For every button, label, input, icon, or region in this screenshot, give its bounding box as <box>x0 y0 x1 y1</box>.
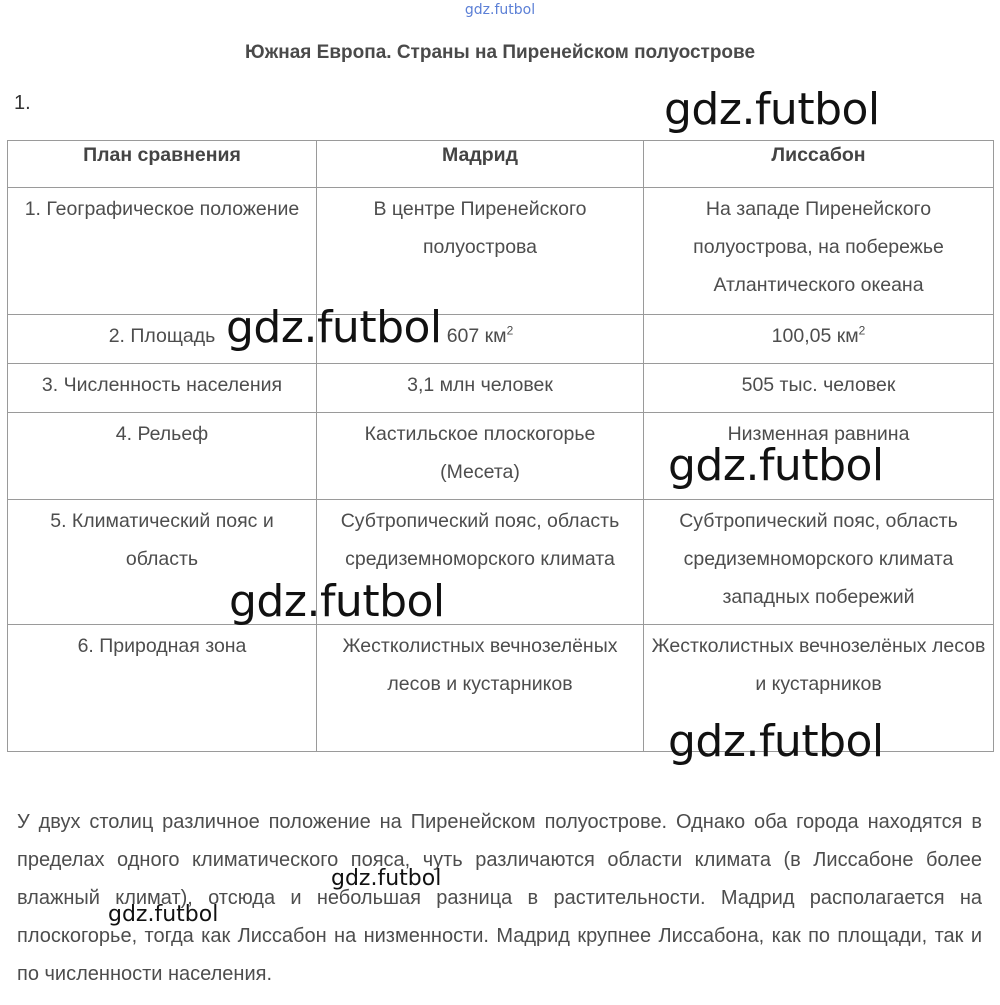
area-unit-sup: 2 <box>858 323 866 338</box>
cell-plan: 3. Численность населения <box>8 364 317 413</box>
cell-madrid: Кастильское плоскогорье (Месета) <box>317 413 644 500</box>
watermark: gdz.futbol <box>331 866 442 891</box>
cell-lisbon <box>644 315 994 364</box>
watermark: gdz.futbol <box>229 576 445 627</box>
cell-lisbon: Субтропический пояс, область средиземноморского климата западных побережий <box>644 500 994 625</box>
table-header-row <box>8 141 994 188</box>
conclusion-paragraph: У двух столиц различное положение на Пиренейском полуострове. Однако оба города находятся в пределах одного климатического пояса, чуть различаются области климата (в Лиссабоне более влажный климат), отсюда и небольшая разница в растительности. Мадрид располагается на плоскогорье, тогда как Лиссабон на низменности. Мадрид крупнее Лиссабона, как по площади, так и по численности населения. <box>17 811 982 985</box>
header-lisbon: Лиссабон <box>644 141 994 188</box>
watermark: gdz.futbol <box>664 84 880 135</box>
cell-plan: 2. Площадь <box>8 315 317 364</box>
cell-madrid: Субтропический пояс, область средиземноморского климата <box>317 500 644 625</box>
cell-plan: 5. Климатический пояс и область <box>8 500 317 625</box>
cell-lisbon: На западе Пиренейского полуострова, на побережье Атлантического океана <box>644 188 994 315</box>
cell-plan: 4. Рельеф <box>8 413 317 500</box>
watermark: gdz.futbol <box>226 302 442 353</box>
area-value-lisbon: 100,05 км <box>771 325 859 347</box>
watermark: gdz.futbol <box>668 716 884 767</box>
table-row <box>8 500 994 625</box>
table-row <box>8 364 994 413</box>
cell-lisbon: Низменная равнина <box>644 413 994 500</box>
table-row <box>8 315 994 364</box>
watermark: gdz.futbol <box>668 440 884 491</box>
header-plan: План сравнения <box>8 141 317 188</box>
task-number: 1. <box>14 92 31 114</box>
area-value-madrid: 607 км <box>446 325 507 347</box>
cell-madrid: В центре Пиренейского полуострова <box>317 188 644 315</box>
table-row <box>8 188 994 315</box>
cell-madrid: Жестколистных вечнозелёных лесов и кустарников <box>317 625 644 752</box>
cell-madrid: 3,1 млн человек <box>317 364 644 413</box>
cell-plan: 6. Природная зона <box>8 625 317 752</box>
header-madrid: Мадрид <box>317 141 644 188</box>
site-watermark-top: gdz.futbol <box>464 2 536 18</box>
cell-plan: 1. Географическое положение <box>8 188 317 315</box>
watermark: gdz.futbol <box>108 902 219 927</box>
cell-lisbon: Жестколистных вечнозелёных лесов и кустарников <box>644 625 994 752</box>
cell-lisbon: 505 тыс. человек <box>644 364 994 413</box>
page-title: Южная Европа. Страны на Пиренейском полуострове <box>244 42 756 63</box>
area-unit-sup: 2 <box>506 323 514 338</box>
